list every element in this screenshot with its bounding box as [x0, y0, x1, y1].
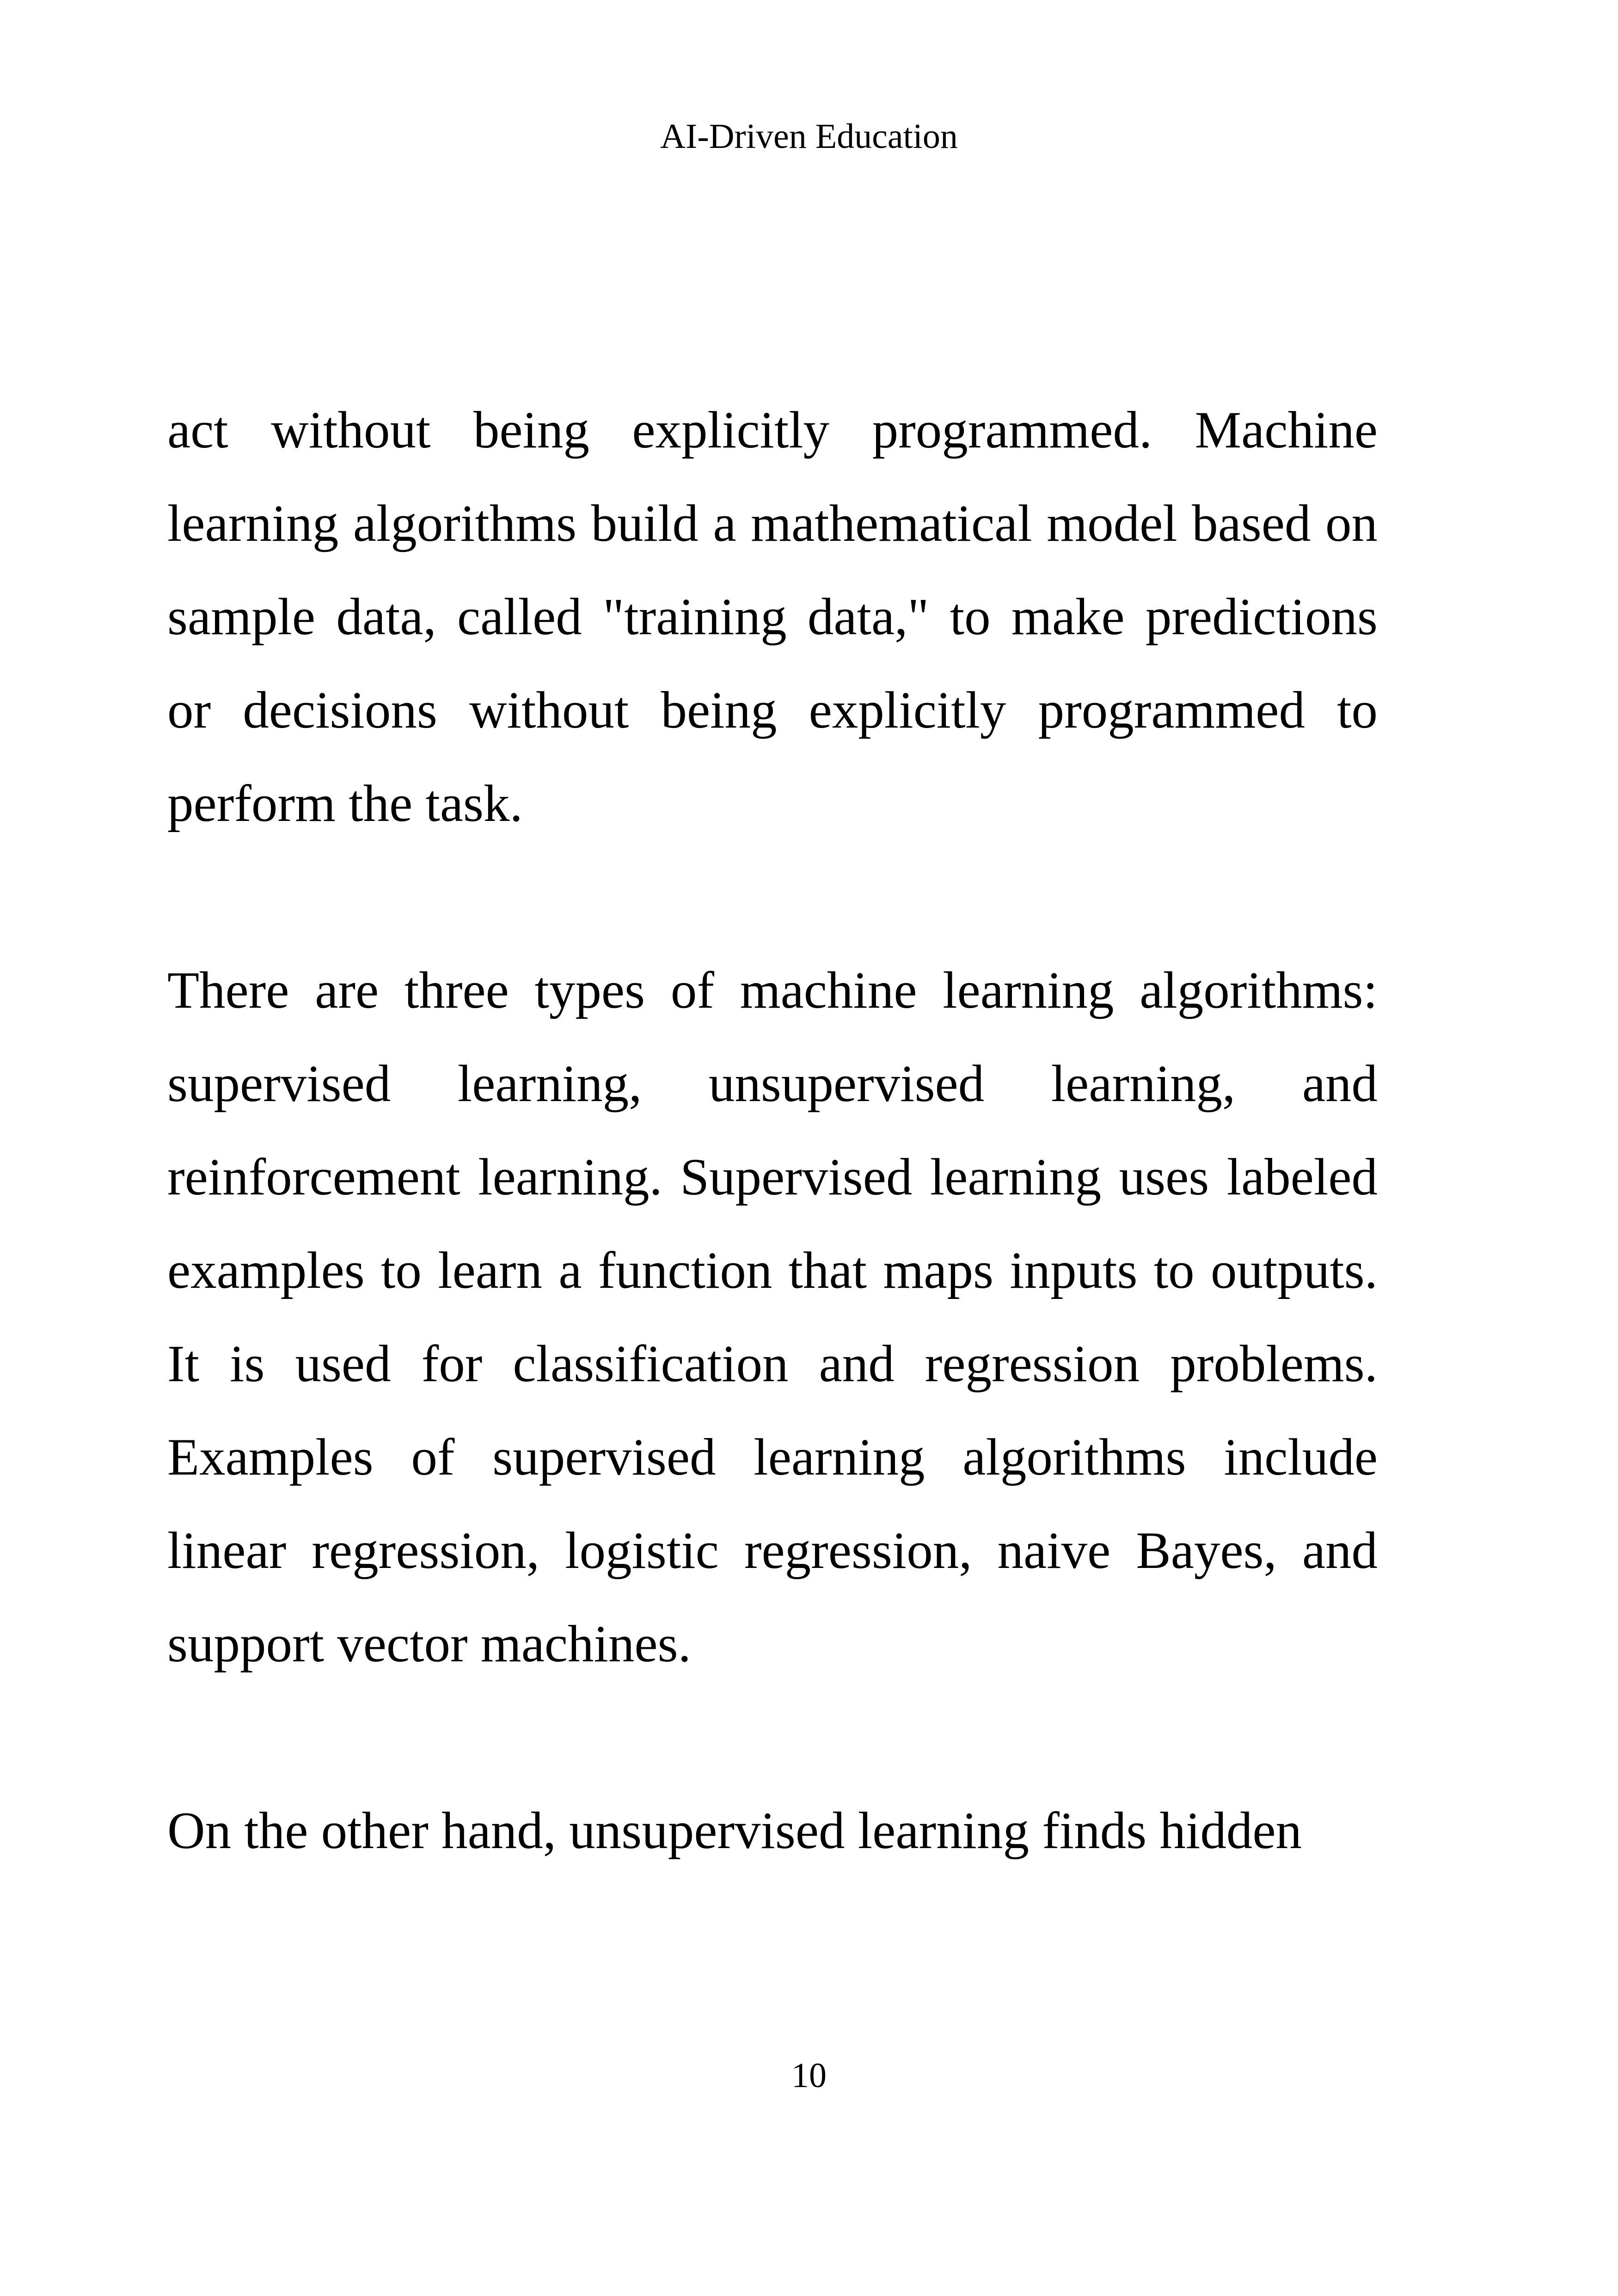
- paragraph: On the other hand, unsupervised learning finds hidden: [167, 1802, 1302, 1860]
- paragraph: act without being explicitly programmed. Machine learning algorithms build a mathematical model based on sample data, called "training data," to make predictions or decisions without being explicitly programmed to perform the task.: [167, 401, 1378, 833]
- paragraph: There are three types of machine learning algorithms: supervised learning, unsupervised learning, and reinforcement learning. Supervised learning uses labeled examples to learn a function that maps inputs to outputs. It is used for classification and regression problems. Examples of supervised learning algorithms include linear regression, logistic regression, naive Bayes, and support vector machines.: [167, 961, 1378, 1673]
- running-header: AI-Driven Education: [660, 117, 958, 156]
- body-text: [167, 384, 1378, 1878]
- page-number: 10: [791, 2056, 827, 2095]
